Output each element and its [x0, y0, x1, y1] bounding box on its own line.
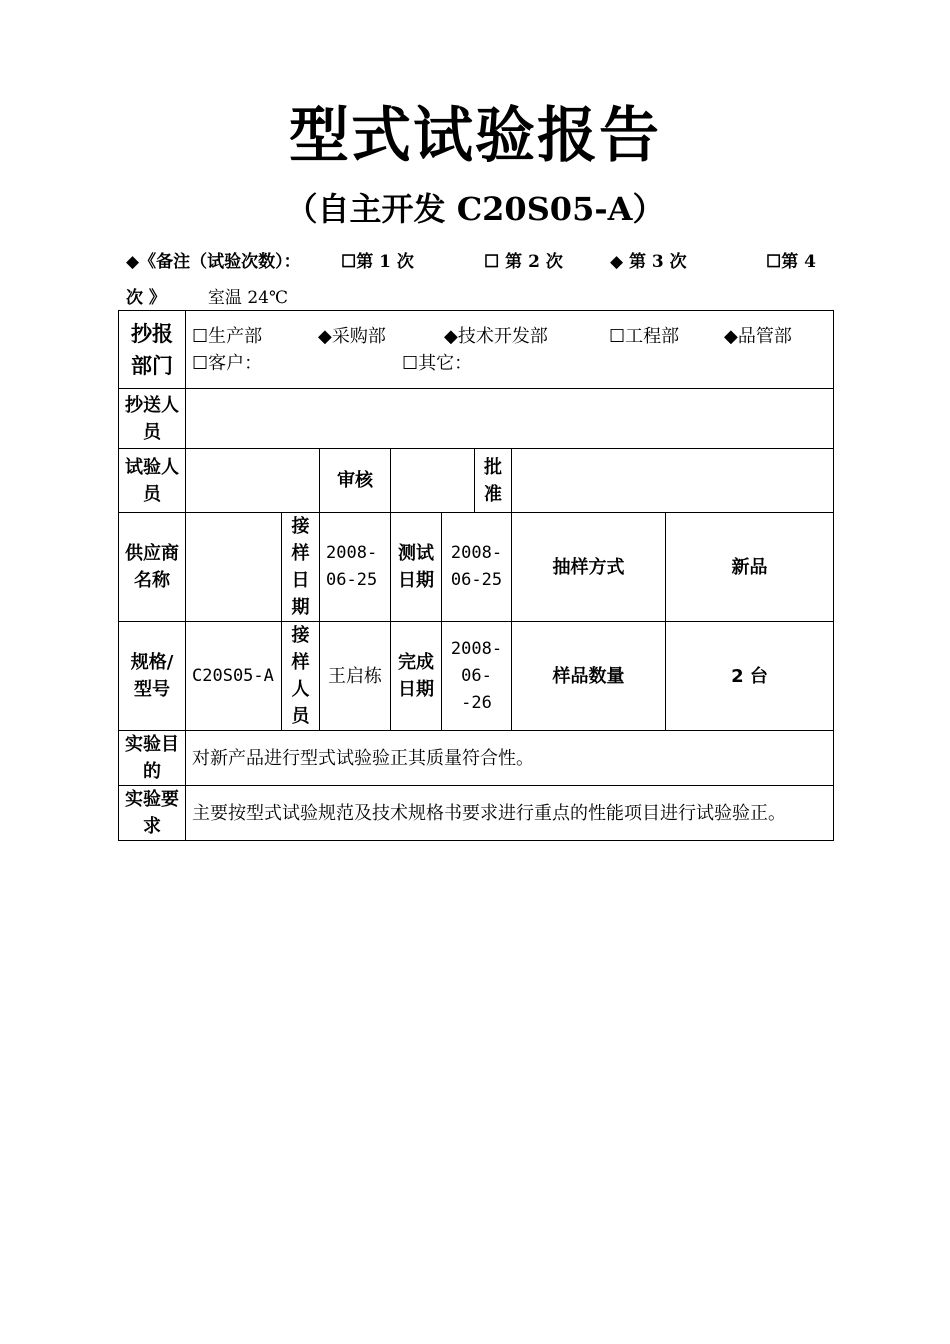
sampling-label: 抽样方式 [512, 513, 666, 622]
review-label: 审核 [320, 449, 391, 513]
test-count-note-tail [126, 285, 288, 311]
report-form-table [118, 310, 834, 841]
test-count-option-2[interactable]: ☐ 第 2 次 [484, 252, 563, 272]
receive-date-label: 接样日期 [282, 513, 320, 622]
dept-engineering-checkbox[interactable]: ☐工程部 [609, 325, 680, 347]
approve-field[interactable] [512, 449, 834, 513]
note-tail: 次 》 [126, 288, 166, 308]
requirement-field[interactable]: 主要按型式试验规范及技术规格书要求进行重点的性能项目进行试验验正。 [186, 786, 834, 841]
cc-field[interactable] [186, 389, 834, 449]
dept-customer-checkbox[interactable]: ☐客户： [192, 352, 263, 374]
qty-field[interactable]: 2 台 [666, 622, 834, 731]
dept-tech-dev-checkbox[interactable]: ◆技术开发部 [444, 325, 548, 347]
supplier-label: 供应商名称 [119, 513, 186, 622]
tester-field[interactable] [186, 449, 320, 513]
dept-other-checkbox[interactable]: ☐其它： [402, 352, 473, 374]
test-count-option-1[interactable]: ☐第 1 次 [341, 252, 414, 272]
requirement-label: 实验要求 [119, 786, 186, 841]
dept-purchasing-checkbox[interactable]: ◆采购部 [318, 325, 386, 347]
cc-label: 抄送人员 [119, 389, 186, 449]
dept-options [186, 311, 834, 389]
finish-date-label: 完成日期 [391, 622, 442, 731]
note-prefix: ◆《备注（试验次数）： [126, 252, 301, 272]
supplier-field[interactable] [186, 513, 282, 622]
tester-label: 试验人员 [119, 449, 186, 513]
test-count-note [126, 249, 846, 275]
test-count-option-3[interactable]: ◆ 第 3 次 [610, 252, 687, 272]
purpose-label: 实验目的 [119, 731, 186, 786]
purpose-field[interactable]: 对新产品进行型式试验验正其质量符合性。 [186, 731, 834, 786]
receive-date-field[interactable]: 2008-06-25 [320, 513, 391, 622]
test-date-field[interactable]: 2008-06-25 [442, 513, 512, 622]
dept-label: 抄报部门 [119, 311, 186, 389]
tester-row [119, 449, 834, 513]
receiver-label: 接样人员 [282, 622, 320, 731]
dept-row [119, 311, 834, 389]
report-subtitle: （自主开发 C20S05-A） [285, 190, 665, 228]
report-title: 型式试验报告 [289, 101, 661, 171]
sampling-field[interactable]: 新品 [666, 513, 834, 622]
qty-label: 样品数量 [512, 622, 666, 731]
test-count-option-4[interactable]: ☐第 4 [766, 252, 816, 272]
purpose-row [119, 731, 834, 786]
approve-label: 批准 [475, 449, 512, 513]
review-field[interactable] [391, 449, 475, 513]
finish-date-field[interactable]: 2008-06--26 [442, 622, 512, 731]
receiver-field[interactable]: 王启栋 [320, 622, 391, 731]
model-label: 规格/型号 [119, 622, 186, 731]
dept-quality-checkbox[interactable]: ◆品管部 [724, 325, 792, 347]
dept-production-checkbox[interactable]: ☐生产部 [192, 325, 263, 347]
room-temperature: 室温 24℃ [207, 288, 288, 308]
cc-row [119, 389, 834, 449]
model-row [119, 622, 834, 731]
model-field[interactable]: C20S05-A [186, 622, 282, 731]
test-date-label: 测试日期 [391, 513, 442, 622]
supplier-row [119, 513, 834, 622]
requirement-row [119, 786, 834, 841]
